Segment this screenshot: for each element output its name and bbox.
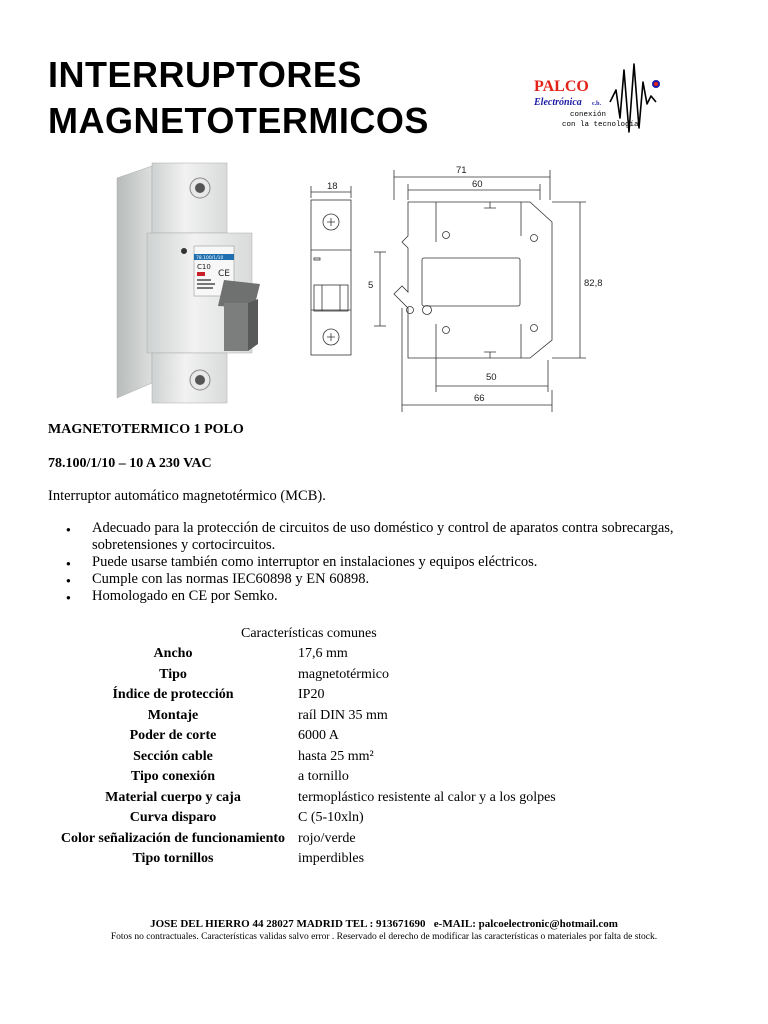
palco-logo [532,60,672,140]
product-code-line: 78.100/1/10 – 10 A 230 VAC [48,456,212,471]
dim-60: 60 [472,179,483,190]
spec-value: a tornillo [298,769,349,785]
spec-row [48,747,556,768]
feature-item: ● Cumple con las normas IEC60898 y EN 60898. [48,571,738,588]
specs-title: Características comunes [241,626,377,641]
title-line-2: MAGNETOTERMICOS [48,100,429,141]
spec-value: magnetotérmico [298,666,389,682]
spec-value: 17,6 mm [298,646,348,662]
dim-18: 18 [327,181,338,192]
spec-row [48,767,556,788]
spec-key: Color señalización de funcionamiento [60,830,286,846]
spec-row [48,808,556,829]
specs-table [48,644,556,870]
logo-tagline-2: con la tecnología [562,121,639,129]
product-description: Interruptor automático magnetotérmico (MCB). [48,488,326,504]
spec-value: 6000 A [298,728,339,744]
product-heading: MAGNETOTERMICO 1 POLO [48,422,244,437]
dimension-drawing [290,160,620,415]
label-code: 78.100/1/10 [196,256,224,261]
dim-71: 71 [456,165,467,176]
title-line-1: INTERRUPTORES [48,54,362,95]
spec-value: imperdibles [298,851,365,867]
feature-item: ● Adecuado para la protección de circuitos de uso doméstico y control de aparatos contra sobrecargas, sobretensiones y cortocircuitos. [48,520,738,554]
feature-list [48,520,738,605]
spec-key: Curva disparo [129,810,217,826]
dim-5: 5 [368,280,374,291]
spec-row [48,685,556,706]
logo-tagline-1: conexión [570,111,607,119]
footer-disclaimer: Fotos no contractuales. Características validas salvo error . Reservado el derecho de modificar las características o materiales por falta de stock. [110,932,658,942]
spec-key: Poder de corte [129,728,217,744]
dim-66: 66 [474,393,485,404]
feature-item: ● Puede usarse también como interruptor en instalaciones y equipos eléctricos. [48,554,738,571]
spec-row [48,849,556,870]
side-view [394,202,552,358]
logo-suffix: c.b. [592,101,601,107]
spec-value: termoplástico resistente al calor y a los golpes [298,789,556,805]
spec-key: Sección cable [133,748,213,764]
spec-value: C (5-10xln) [298,810,364,826]
dim-82-8: 82,8 [584,278,603,289]
logo-subname: Electrónica [534,97,582,108]
spec-row [48,726,556,747]
logo-name: PALCO [534,78,589,95]
spec-key: Tipo [159,666,187,682]
spec-key: Índice de protección [112,687,234,703]
feature-item: ● Homologado en CE por Semko. [48,588,738,605]
spec-key: Material cuerpo y caja [105,789,241,805]
page-title [48,52,429,144]
spec-value: rojo/verde [298,830,356,846]
spec-key: Tipo tornillos [132,851,214,867]
spec-row [48,829,556,850]
footer-contact: JOSE DEL HIERRO 44 28027 MADRID TEL : 913671690 e-MAIL: palcoelectronic@hotmail.com [150,918,618,930]
spec-row [48,665,556,686]
dim-50: 50 [486,372,497,383]
label-rating: C10 [197,263,211,271]
spec-row [48,788,556,809]
spec-value: raíl DIN 35 mm [298,707,388,723]
spec-row [48,644,556,665]
spec-key: Tipo conexión [130,769,216,785]
spec-value: IP20 [298,687,325,703]
svg-text:CE: CE [218,269,230,279]
spec-value: hasta 25 mm² [298,748,374,764]
spec-key: Montaje [147,707,199,723]
spec-row [48,706,556,727]
spec-key: Ancho [153,646,193,662]
breaker-photo [112,158,292,408]
